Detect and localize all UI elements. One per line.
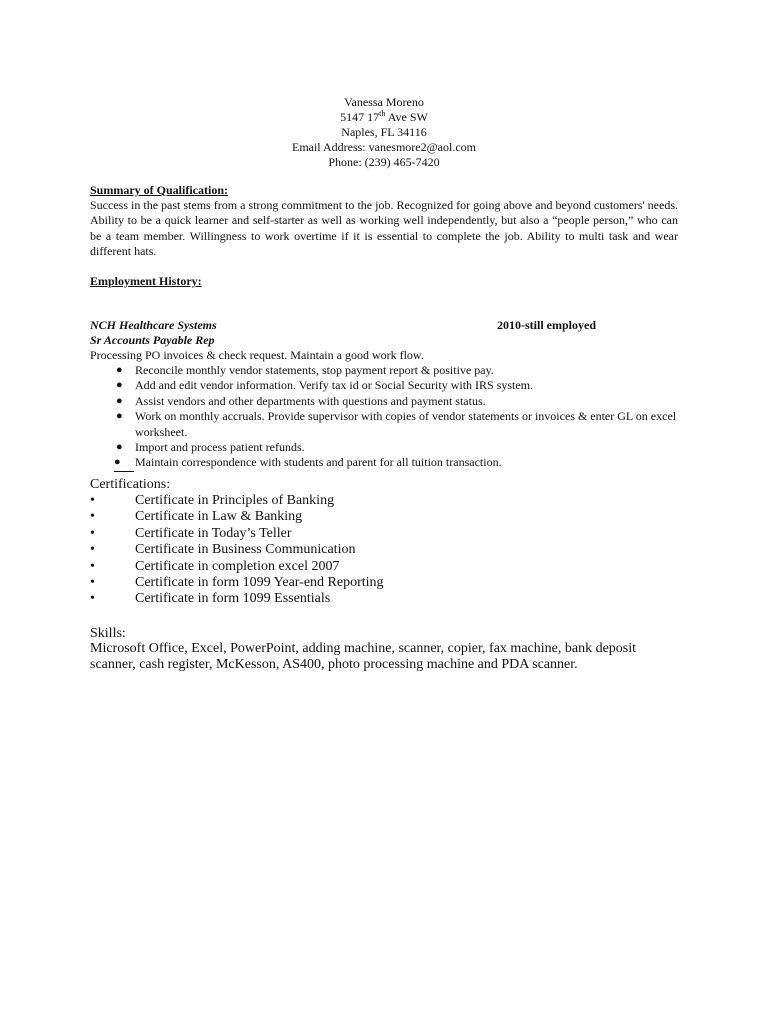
cert-text: Certificate in form 1099 Essentials [135, 591, 331, 607]
cert-item [90, 542, 384, 558]
cert-item [90, 509, 384, 525]
bullet-icon: ● [116, 364, 123, 376]
duty-item [90, 378, 680, 393]
bullet-icon: ● [116, 441, 123, 454]
employment-heading: Employment History: [90, 274, 202, 288]
email-line: Email Address: vanesmore2@aol.com [291, 140, 476, 154]
cert-text: Certificate in Business Communication [135, 542, 356, 558]
job-dates: 2010-still employed [497, 318, 596, 332]
bullet-icon: ● [116, 394, 123, 407]
duty-text: Work on monthly accruals. Provide supervisor with copies of vendor statements or invoices & enter GL on excel worksheet. [135, 409, 677, 439]
duty-item [90, 363, 680, 378]
cert-text: Certificate in completion excel 2007 [135, 558, 340, 574]
cert-item [90, 526, 384, 542]
bullet-icon: • [90, 558, 95, 574]
bullet-icon: ● [116, 379, 123, 392]
cert-text: Certificate in form 1099 Year-end Reporting [135, 575, 384, 591]
duty-text: Assist vendors and other departments with questions and payment status. [135, 393, 486, 408]
address-number: 5147 17 [340, 110, 380, 124]
bullet-icon: • [90, 542, 95, 558]
duty-item [90, 455, 680, 470]
skills-text: Microsoft Office, Excel, PowerPoint, adding machine, scanner, copier, fax machine, bank deposit scanner, cash register, McKesson, AS400, photo processing machine and PDA scanner. [90, 641, 637, 673]
job-intro: Processing PO invoices & check request. Maintain a good work flow. [90, 348, 424, 362]
cert-item [90, 559, 384, 575]
duty-item [90, 440, 680, 455]
skills-heading: Skills: [90, 626, 126, 641]
contact-header [0, 95, 768, 170]
duty-item [90, 394, 680, 409]
bullet-icon: • [90, 591, 95, 607]
duty-text: Import and process patient refunds. [135, 440, 305, 455]
bullet-icon: • [90, 493, 95, 508]
job-company: NCH Healthcare Systems [90, 318, 217, 332]
city-line: Naples, FL 34116 [341, 125, 427, 139]
cert-item [90, 591, 384, 607]
candidate-name: Vanessa Moreno [344, 95, 424, 109]
job-title: Sr Accounts Payable Rep [90, 333, 215, 347]
bullet-icon: • [90, 525, 95, 541]
summary-text: Success in the past stems from a strong commitment to the job. Recognized for going above and beyond customers' needs. Ability to be a quick learner and self-starter as well as working well independently, but also a “people person,” who can be a team member. Willingness to work overtime if it is essential to complete the job. Ability to multi task and wear different hats. [90, 198, 678, 259]
duty-item [90, 409, 680, 440]
bullet-icon: • [90, 509, 95, 525]
duty-text: Add and edit vendor information. Verify tax id or Social Security with IRS system. [135, 378, 534, 393]
duty-text: Maintain correspondence with students and parent for all tuition transaction. [135, 455, 502, 470]
address-suffix: th [379, 109, 386, 118]
bullet-icon: ● [114, 455, 134, 471]
cert-item [90, 575, 384, 591]
address-street: Ave SW [385, 110, 428, 124]
cert-text: Certificate in Law & Banking [135, 509, 303, 525]
certifications-heading: Certifications: [90, 477, 171, 492]
duties-list [90, 363, 680, 471]
certifications-list [90, 493, 384, 608]
bullet-icon: • [90, 575, 95, 591]
street-address [0, 110, 768, 125]
cert-text: Certificate in Principles of Banking [135, 493, 335, 508]
duty-text: Reconcile monthly vendor statements, stop payment report & positive pay. [135, 363, 494, 377]
phone-line: Phone: (239) 465-7420 [328, 155, 440, 169]
bullet-icon: ● [116, 410, 123, 423]
summary-heading: Summary of Qualification: [90, 183, 228, 197]
cert-item [90, 493, 384, 509]
cert-text: Certificate in Today’s Teller [135, 525, 292, 541]
